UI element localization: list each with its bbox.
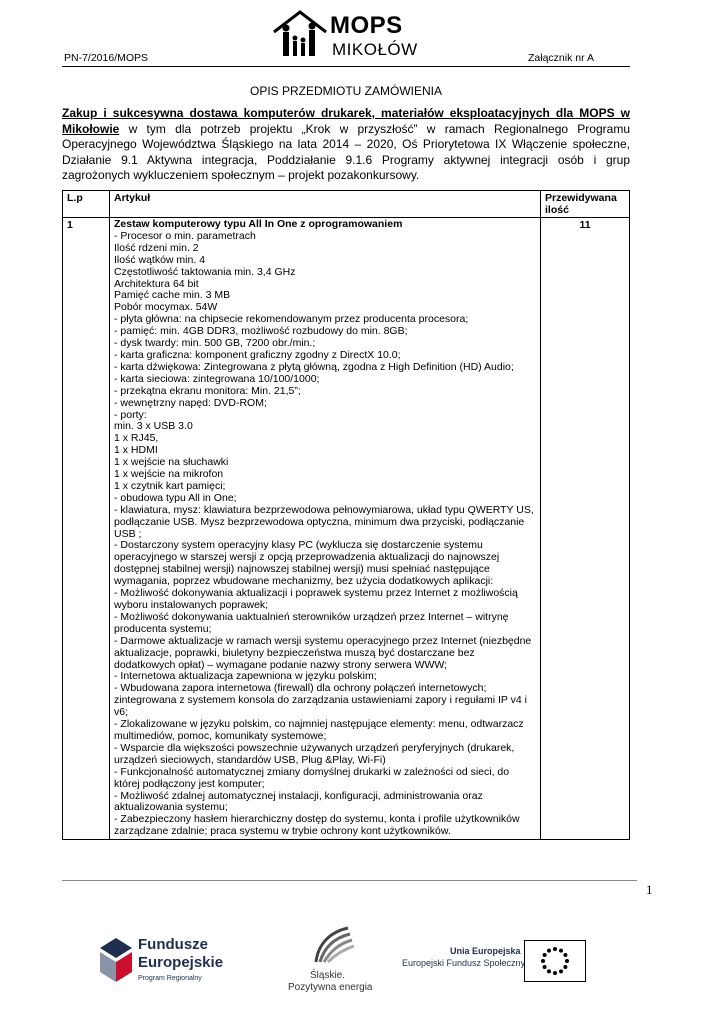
spec-line: Częstotliwość taktowania min. 3,4 GHz (114, 265, 296, 278)
spec-line: Ilość wątków min. 4 (114, 253, 206, 266)
spec-line: 1 x wejście na słuchawki (114, 456, 229, 469)
spec-line: - wewnętrzny napęd: DVD-ROM; (114, 396, 267, 409)
header-quantity: Przewidywana ilość (541, 191, 630, 218)
spec-line: - Procesor o min. parametrach (114, 229, 256, 242)
spec-line: Ilość rdzeni min. 2 (114, 241, 199, 254)
spec-line: - Dostarczony system operacyjny klasy PC (wyklucza się dostarczenie systemu operacyjnego w starszej wersji z opcją przeprowadzenia aktualizacji do najnowszej dostępnej stabilnej wersji) najnowszej stabilnej wersji) musi spełniać następujące wymagania, poprzez wbudowane mechanizmy, bez użycia dodatkowych aplikacji: (114, 539, 500, 588)
eu-line2: Europejski Fundusz Społeczny (402, 958, 526, 968)
spec-line: - dysk twardy: min. 500 GB, 7200 obr./min.; (114, 337, 316, 350)
slaskie-swirl-icon (286, 924, 376, 968)
document-title: OPIS PRZEDMIOTU ZAMÓWIENIA (249, 84, 442, 98)
spec-line: 1 x RJ45, (114, 432, 159, 445)
spec-line: - karta graficzna: komponent graficzny zgodny z DirectX 10.0; (114, 348, 401, 361)
spec-line: - Internetowa aktualizacja zapewniona w języku polskim; (114, 670, 377, 683)
spec-line: - Możliwość dokonywania uaktualnień sterowników urządzeń przez Internet – witrynę producenta systemu; (114, 610, 509, 635)
intro-bold-text: Zakup i sukcesywna dostawa komputerów drukarek, materiałów eksploatacyjnych dla MOPS w Mikołowie (62, 106, 630, 136)
spec-line: 1 x czytnik kart pamięci; (114, 479, 226, 492)
spec-line: - karta sieciowa: zintegrowana 10/100/1000; (114, 372, 320, 385)
spec-line: - Zlokalizowane w języku polskim, co najmniej następujące elementy: menu, odtwarzacz multimediów, pomoc, komunikaty systemowe; (114, 718, 524, 742)
row-lp: 1 (63, 218, 110, 840)
page-number: 1 (646, 882, 653, 897)
spec-line: - Możliwość dokonywania aktualizacji i poprawek systemu przez Internet z możliwością wyboru instalowanych poprawek; (114, 587, 518, 611)
spec-line: - obudowa typu All in One; (114, 491, 237, 504)
eu-line1: Unia Europejska (450, 946, 521, 956)
fundusze-europejskie-logo (96, 934, 226, 988)
spec-line: - Wsparcie dla większości powszechnie używanych urządzeń peryferyjnych (drukarek, urządzeń sieciowych, standardów USB, Plug &Play, Wi-Fi) (114, 741, 515, 766)
slaskie-line2: Pozytywna energia (288, 982, 373, 993)
spec-line: 1 x wejście na mikrofon (114, 468, 224, 481)
spec-line: - Wbudowana zapora internetowa (firewall) dla ochrony połączeń internetowych; zintegrowana z systemem konsola do zarządzania ustawieniami zapory i regułami IP v4 i v6; (114, 682, 528, 719)
table-row (63, 218, 630, 840)
spec-line: Pamięć cache min. 3 MB (114, 289, 231, 302)
spec-line: - pamięć: min. 4GB DDR3, możliwość rozbudowy do min. 8GB; (114, 325, 408, 338)
row-article (110, 218, 541, 840)
fe-emblem-icon (96, 934, 136, 986)
slaskie-line1: Śląskie. (310, 970, 346, 981)
intro-paragraph (62, 106, 630, 184)
spec-line: - Możliwość zdalnej automatycznej instalacji, konfiguracji, administrowania oraz aktualizowania systemu; (114, 789, 483, 814)
slaskie-logo (286, 924, 376, 994)
row-quantity: 11 (541, 218, 630, 840)
header-divider (62, 66, 630, 67)
spec-line: - karta dźwiękowa: Zintegrowana z płytą główną, zgodna z High Definition (HD) Audio; (114, 360, 514, 373)
spec-line: - porty: (114, 408, 147, 421)
spec-line: 1 x HDMI (114, 444, 158, 457)
specification-table (62, 190, 630, 840)
spec-lines (114, 231, 536, 838)
intro-rest-text: w tym dla potrzeb projektu „Krok w przyszłość” w ramach Regionalnego Programu Operacyjnego Województwa Śląskiego na lata 2014 – 2020, Oś Priorytetowa IX Włączenie społeczne, Działanie 9.1 Aktywna integracja, Poddziałanie 9.1.6 Programy aktywnej integracji osób i grup zagrożonych wykluczeniem społecznym – projekt pozakonkursowy. (62, 121, 630, 182)
reference-number: PN-7/2016/MOPS (64, 52, 149, 64)
spec-line: Pobór mocymax. 54W (114, 301, 218, 314)
attachment-label: Załącznik nr A (528, 52, 594, 64)
fe-line2: Europejskie (138, 954, 224, 971)
spec-line: - Funkcjonalność automatycznej zmiany domyślnej drukarki w zależności od sieci, do której podłączony jest komputer; (114, 765, 510, 790)
eu-flag-icon (524, 940, 586, 982)
family-house-icon (270, 8, 330, 62)
spec-line: - płyta główna: na chipsecie rekomendowanym przez producenta procesora; (114, 313, 469, 326)
spec-line: - klawiatura, mysz: klawiatura bezprzewodowa pełnowymiarowa, układ typu QWERTY US, podłączanie USB. Mysz bezprzewodowa optyczna, minimum dwa przyciski, podłączanie USB ; (114, 503, 534, 540)
fe-line1: Fundusze (138, 936, 208, 953)
spec-line: - Darmowe aktualizacje w ramach wersji systemu operacyjnego przez Internet (niezbędne aktualizacje, poprawki, biuletyny bezpieczeństwa muszą być dostarczane bez dodatkowych opłat) – wymagane podanie nazwy strony serwera WWW; (114, 634, 532, 671)
table-header-row (63, 191, 630, 218)
eu-logo (400, 940, 640, 984)
header-lp: L.p (63, 191, 110, 218)
fe-line3: Program Regionalny (138, 975, 202, 982)
spec-line: Architektura 64 bit (114, 277, 199, 290)
logo-title: MOPS (330, 12, 403, 39)
header-article: Artykuł (110, 191, 541, 218)
footer-divider (62, 880, 637, 881)
spec-line: - Zabezpieczony hasłem hierarchiczny dostęp do systemu, konta i profile użytkowników zarządzane zdalnie; praca systemu w trybie ochrony kont użytkowników. (114, 813, 520, 838)
product-title: Zestaw komputerowy typu All In One z oprogramowaniem (114, 218, 403, 230)
logo-subtitle: MIKOŁÓW (332, 40, 418, 59)
spec-line: - przekątna ekranu monitora: Min. 21,5”; (114, 384, 301, 397)
mops-logo (270, 8, 420, 62)
spec-line: min. 3 x USB 3.0 (114, 420, 193, 433)
